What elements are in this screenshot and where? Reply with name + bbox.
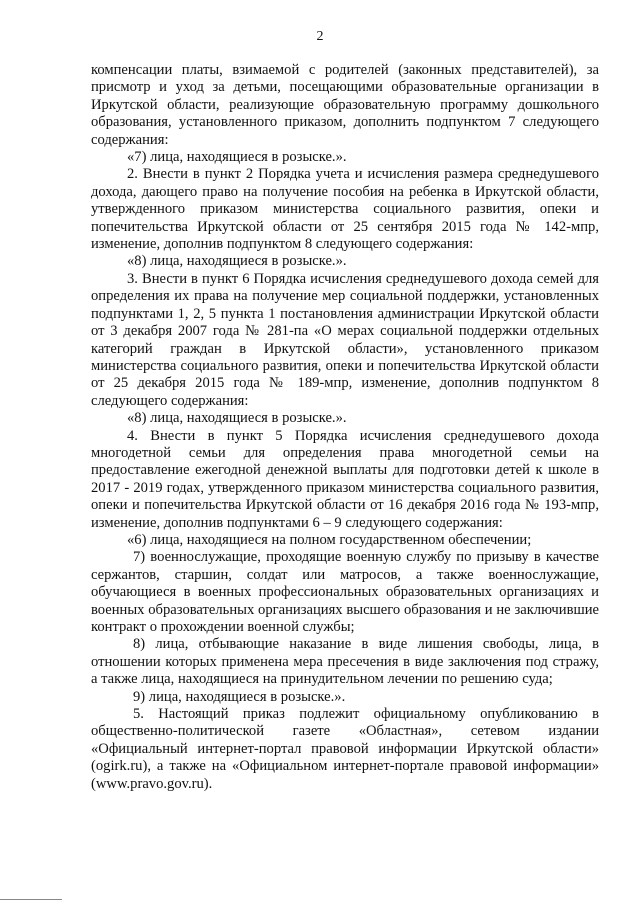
paragraph-subitem-9: 9) лица, находящиеся в розыске.». xyxy=(133,688,346,705)
paragraph-subitem-8: «8) лица, находящиеся в розыске.». xyxy=(127,410,347,427)
paragraph-item-5: 5. Настоящий приказ подлежит официальному опубликованию в общественно-политической газете «Областная», сетевом издании «Официальный интернет-портал правовой информации Иркутской области» (ogirk.ru), а также на «Официальном интернет-портале правовой информации» (www.pravo.gov.ru). xyxy=(91,706,599,792)
paragraph-subitem-8: 8) лица, отбывающие наказание в виде лишения свободы, лица, в отношении которых применена мера пресечения в виде заключения под стражу, а также лица, находящиеся на принудительном лечении по решению суда; xyxy=(91,636,599,688)
paragraph-subitem-7: «7) лица, находящиеся в розыске.». xyxy=(127,149,347,166)
page-number: 2 xyxy=(316,29,324,44)
paragraph-item-4: 4. Внести в пункт 5 Порядка исчисления среднедушевого дохода многодетной семьи для определения права многодетной семьи на предоставление ежегодной денежной выплаты для подготовки детей к школе в 2017 - 2019 годах, утвержденного приказом министерства социального развития, опеки и попечительства Иркутской области от 16 декабря 2016 года № 193-мпр, изменение, дополнив подпунктами 6 – 9 следующего содержания: xyxy=(91,427,599,531)
paragraph-subitem-7: 7) военнослужащие, проходящие военную службу по призыву в качестве сержантов, старшин, солдат или матросов, а также военнослужащие, обучающиеся в военных профессиональных образовательных организациях и военных образовательных организациях высшего образования и не заключившие контракт о прохождении военной службы; xyxy=(91,549,599,635)
paragraph-item-2: 2. Внести в пункт 2 Порядка учета и исчисления размера среднедушевого дохода, дающего право на получение пособия на ребенка в Иркутской области, утвержденного приказом министерства социального развития, опеки и попечительства Иркутской области от 25 сентября 2015 года № 142-мпр, изменение, дополнив подпунктом 8 следующего содержания: xyxy=(91,166,599,253)
paragraph-continuation: компенсации платы, взимаемой с родителей (законных представителей), за присмотр и уход за детьми, посещающими образовательные организации в Иркутской области, реализующие образовательную программу дошкольного образования, установленного приказом, дополнить подпунктом 7 следующего содержания: xyxy=(91,62,599,148)
paragraph-subitem-6: «6) лица, находящиеся на полном государственном обеспечении; xyxy=(127,531,532,548)
footnote-divider xyxy=(0,899,62,900)
paragraph-item-3: 3. Внести в пункт 6 Порядка исчисления среднедушевого дохода семей для определения их права на получение мер социальной поддержки, установленных подпунктами 1, 2, 5 пункта 1 постановления администрации Иркутской области от 3 декабря 2007 года № 281-па «О мерах социальной поддержки отдельных категорий граждан в Иркутской области», установленного приказом министерства социального развития, опеки и попечительства Иркутской области от 25 декабря 2015 года № 189-мпр, изменение, дополнив подпунктом 8 следующего содержания: xyxy=(91,270,599,409)
document-body xyxy=(91,62,599,793)
paragraph-subitem-8: «8) лица, находящиеся в розыске.». xyxy=(127,253,347,270)
